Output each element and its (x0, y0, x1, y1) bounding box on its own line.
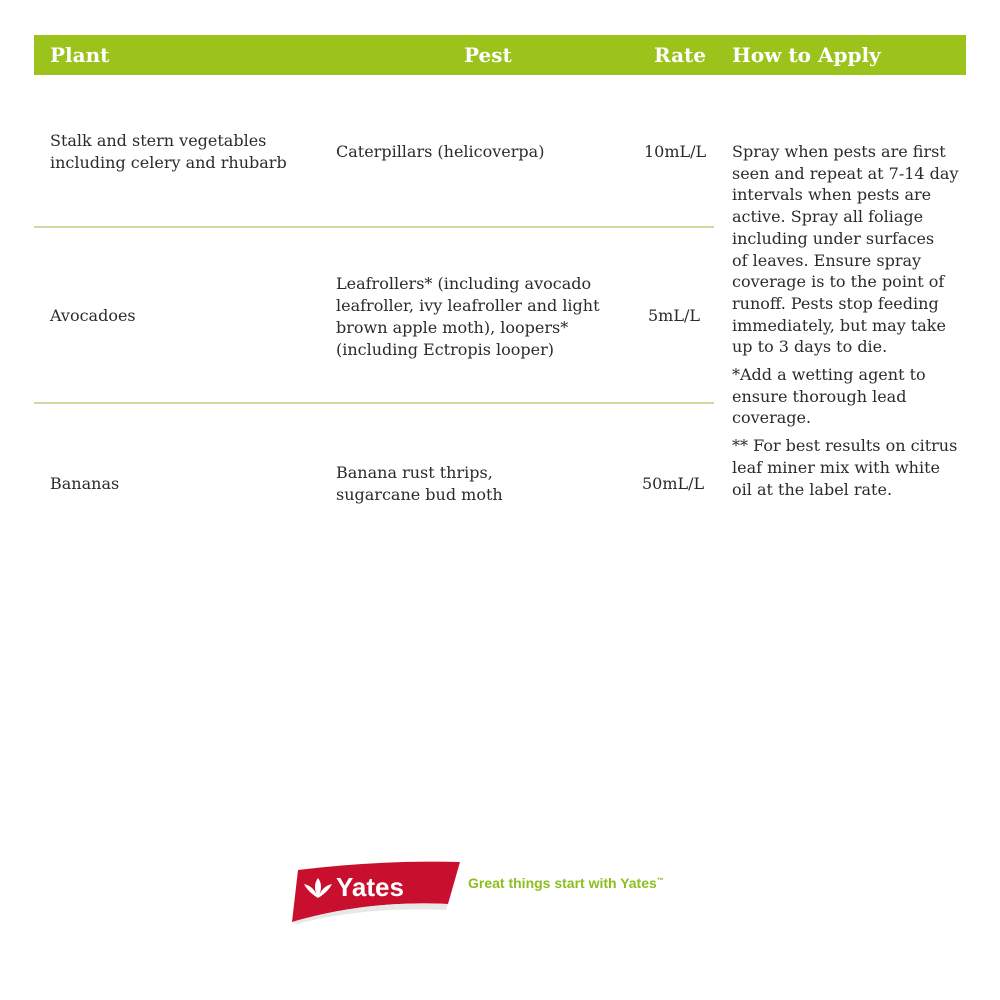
row1-plant (50, 130, 320, 174)
how-line: coverage. (732, 408, 812, 428)
trademark-mark: ™ (656, 877, 664, 885)
how-line: oil at the label rate. (732, 479, 893, 499)
row-divider (34, 226, 714, 228)
row1-plant-line: including celery and rhubarb (50, 153, 287, 172)
header-rate: Rate (654, 43, 707, 67)
row3-pest-line: Banana rust thrips, (336, 463, 493, 482)
how-line: seen and repeat at 7-14 day (732, 163, 959, 183)
row3-rate: 50mL/L (642, 474, 705, 493)
row2-plant-line: Avocadoes (50, 306, 136, 325)
row1-plant-line: Stalk and stern vegetables (50, 131, 267, 150)
how-line: Spray when pests are first (732, 142, 946, 161)
how-to-apply-text (732, 141, 972, 506)
row2-pest-line: brown apple moth), loopers* (336, 318, 569, 337)
how-line: immediately, but may take (732, 315, 946, 335)
how-line: runoff. Pests stop feeding (732, 293, 939, 313)
how-line: ensure thorough lead (732, 386, 907, 406)
brand-tagline (468, 875, 664, 891)
table-header (34, 35, 966, 75)
header-pest: Pest (464, 43, 512, 67)
row3-plant (50, 473, 119, 495)
yates-logo (288, 858, 463, 924)
tagline-text: Great things start with Yates (468, 875, 657, 891)
row2-plant (50, 305, 136, 327)
header-how-to-apply: How to Apply (732, 43, 881, 67)
how-paragraph-citrus-note (732, 435, 972, 500)
row3-plant-line: Bananas (50, 474, 120, 493)
row-divider (34, 402, 714, 404)
row2-pest-line: Leafrollers* (including avocado (336, 274, 592, 293)
how-line: leaf miner mix with white (732, 457, 940, 477)
how-line: intervals when pests are (732, 185, 932, 205)
how-line: coverage is to the point of (732, 272, 945, 292)
how-line: ** For best results on citrus (732, 436, 958, 456)
row3-pest (336, 462, 616, 506)
row2-pest-line: (including Ectropis looper) (336, 340, 555, 359)
how-line: up to 3 days to die. (732, 337, 888, 357)
logo-text: Yates (336, 872, 404, 902)
how-line: *Add a wetting agent to (732, 365, 926, 385)
how-paragraph-wetting-note (732, 364, 972, 429)
how-line: active. Spray all foliage (732, 207, 924, 227)
row1-pest-line: Caterpillars (helicoverpa) (336, 142, 545, 161)
row2-pest-line: leafroller, ivy leafroller and light (336, 296, 600, 315)
row1-rate: 10mL/L (644, 142, 707, 161)
header-plant: Plant (50, 43, 110, 67)
row3-pest-line: sugarcane bud moth (336, 485, 503, 504)
how-paragraph-main (732, 141, 972, 358)
row1-pest (336, 141, 626, 163)
how-line: including under surfaces (732, 228, 935, 248)
row2-rate: 5mL/L (648, 306, 700, 325)
row2-pest (336, 273, 636, 361)
how-line: of leaves. Ensure spray (732, 250, 922, 270)
